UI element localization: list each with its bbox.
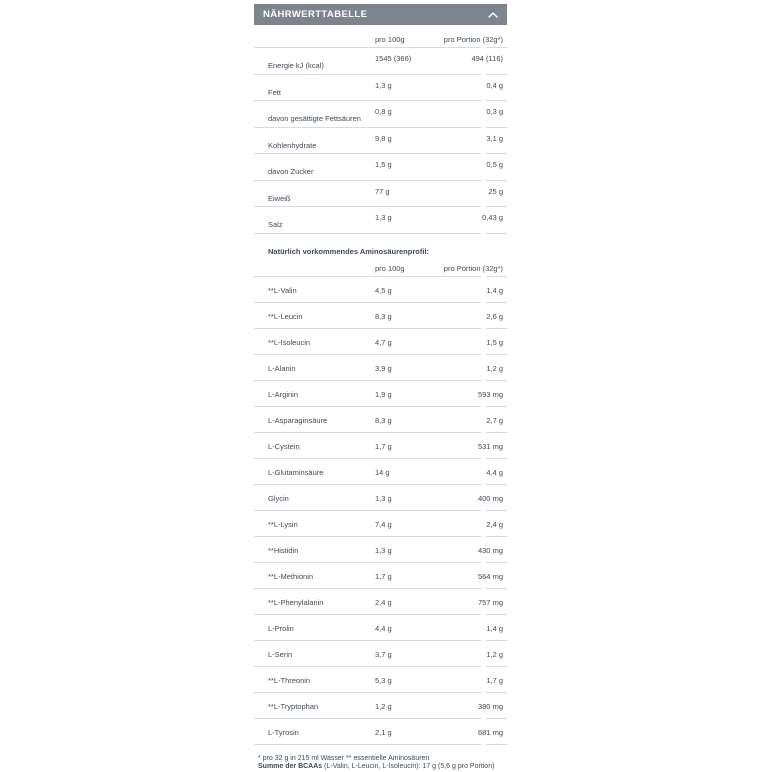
bcaa-sum-label: Summe der BCAAs — [258, 763, 322, 770]
value-per-100g: 4,5 g — [375, 286, 392, 295]
value-per-100g: 1,3 g — [375, 213, 392, 222]
table-row — [254, 537, 507, 563]
amino-label: **L-Tryptophan — [268, 702, 318, 711]
amino-label: L-Serin — [268, 650, 292, 659]
value-per-100g: 1,5 g — [375, 160, 392, 169]
value-per-100g: 1,7 g — [375, 442, 392, 451]
value-per-portion: 25 g — [488, 187, 503, 196]
amino-profile-title: Natürlich vorkommendes Aminosäurenprofil: — [268, 247, 507, 256]
value-per-100g: 1,3 g — [375, 546, 392, 555]
nutrient-label: davon gesättigte Fettsäuren — [268, 114, 361, 123]
value-per-portion: 1,2 g — [486, 650, 503, 659]
table-row — [254, 563, 507, 589]
amino-label: **L-Threonin — [268, 676, 310, 685]
accordion-title: NÄHRWERTTABELLE — [263, 9, 367, 20]
value-per-portion: 2,6 g — [486, 312, 503, 321]
table-row — [254, 329, 507, 355]
amino-label: L-Asparaginsäure — [268, 416, 327, 425]
value-per-100g: 8,3 g — [375, 416, 392, 425]
value-per-100g: 7,4 g — [375, 520, 392, 529]
value-per-portion: 0,4 g — [486, 81, 503, 90]
value-per-100g: 4,4 g — [375, 624, 392, 633]
amino-label: L-Arginin — [268, 390, 298, 399]
column-header-per-100g: pro 100g — [375, 264, 405, 273]
value-per-portion: 400 mg — [478, 494, 503, 503]
value-per-portion: 0,43 g — [482, 213, 503, 222]
column-header-per-portion: pro Portion (32g*) — [444, 264, 503, 273]
value-per-portion: 681 mg — [478, 728, 503, 737]
column-header-per-100g: pro 100g — [375, 35, 405, 44]
value-per-100g: 5,3 g — [375, 676, 392, 685]
nutrient-label: Salz — [268, 220, 283, 229]
table-row — [254, 101, 507, 128]
value-per-portion: 757 mg — [478, 598, 503, 607]
value-per-100g: 0,8 g — [375, 107, 392, 116]
amino-table — [254, 277, 507, 745]
table-row — [254, 511, 507, 537]
value-per-portion: 430 mg — [478, 546, 503, 555]
table-row — [254, 433, 507, 459]
nutrient-label: Fett — [268, 88, 281, 97]
value-per-100g: 1,3 g — [375, 494, 392, 503]
value-per-100g: 9,8 g — [375, 134, 392, 143]
value-per-100g: 2,4 g — [375, 598, 392, 607]
table-row — [254, 181, 507, 208]
value-per-portion: 3,1 g — [486, 134, 503, 143]
footnote-line2 — [258, 763, 507, 772]
value-per-100g: 1,2 g — [375, 702, 392, 711]
value-per-100g: 1,7 g — [375, 572, 392, 581]
chevron-up-icon — [488, 12, 498, 18]
amino-table-header — [254, 262, 507, 277]
table-row — [254, 75, 507, 102]
value-per-portion: 2,4 g — [486, 520, 503, 529]
table-row — [254, 667, 507, 693]
table-row — [254, 154, 507, 181]
amino-label: **L-Isoleucin — [268, 338, 310, 347]
amino-label: **L-Leucin — [268, 312, 303, 321]
amino-label: **L-Valin — [268, 286, 297, 295]
table-row — [254, 48, 507, 75]
value-per-portion: 1,4 g — [486, 286, 503, 295]
nutrition-panel — [254, 4, 507, 772]
value-per-portion: 4,4 g — [486, 468, 503, 477]
table-row — [254, 589, 507, 615]
footnotes — [254, 755, 507, 772]
nutrition-accordion-toggle[interactable] — [254, 4, 507, 25]
value-per-100g: 8,3 g — [375, 312, 392, 321]
nutrition-table — [254, 48, 507, 234]
value-per-portion: 380 mg — [478, 702, 503, 711]
value-per-portion: 564 mg — [478, 572, 503, 581]
value-per-100g: 2,1 g — [375, 728, 392, 737]
value-per-portion: 0,3 g — [486, 107, 503, 116]
table-row — [254, 381, 507, 407]
amino-label: **L-Lysin — [268, 520, 298, 529]
value-per-100g: 1545 (366) — [375, 54, 411, 63]
value-per-portion: 1,4 g — [486, 624, 503, 633]
nutrient-label: Kohlenhydrate — [268, 141, 316, 150]
amino-label: L-Alanin — [268, 364, 296, 373]
table-row — [254, 303, 507, 329]
value-per-100g: 3,9 g — [375, 364, 392, 373]
table-row — [254, 641, 507, 667]
value-per-portion: 0,5 g — [486, 160, 503, 169]
table-row — [254, 719, 507, 745]
amino-label: Glycin — [268, 494, 289, 503]
value-per-portion: 1,2 g — [486, 364, 503, 373]
column-header-per-portion: pro Portion (32g*) — [444, 35, 503, 44]
value-per-portion: 1,7 g — [486, 676, 503, 685]
value-per-100g: 77 g — [375, 187, 390, 196]
amino-label: **Histidin — [268, 546, 298, 555]
value-per-portion: 593 mg — [478, 390, 503, 399]
value-per-100g: 3,7 g — [375, 650, 392, 659]
nutrition-table-header — [254, 33, 507, 48]
value-per-portion: 2,7 g — [486, 416, 503, 425]
table-row — [254, 693, 507, 719]
table-row — [254, 277, 507, 303]
nutrient-label: Eiweiß — [268, 194, 291, 203]
footnote-line1: * pro 32 g in 215 ml Wasser ** essentielle Aminosäuren — [258, 755, 507, 764]
amino-label: L-Prolin — [268, 624, 294, 633]
value-per-100g: 1,9 g — [375, 390, 392, 399]
table-row — [254, 207, 507, 234]
table-row — [254, 128, 507, 155]
amino-label: **L-Methionin — [268, 572, 313, 581]
amino-label: L-Tyrosin — [268, 728, 299, 737]
bcaa-sum-value: (L-Valin, L-Leucin, L-Isoleucin): 17 g (5,6 g pro Portion) — [322, 763, 494, 770]
value-per-100g: 1,3 g — [375, 81, 392, 90]
value-per-100g: 14 g — [375, 468, 390, 477]
nutrient-label: Energie kJ (kcal) — [268, 61, 324, 70]
nutrient-label: davon Zucker — [268, 167, 313, 176]
amino-label: **L-Phenylalanin — [268, 598, 323, 607]
amino-label: L-Glutaminsäure — [268, 468, 323, 477]
table-row — [254, 407, 507, 433]
value-per-portion: 531 mg — [478, 442, 503, 451]
table-row — [254, 459, 507, 485]
table-row — [254, 485, 507, 511]
table-row — [254, 355, 507, 381]
table-row — [254, 615, 507, 641]
amino-label: L-Cystein — [268, 442, 300, 451]
value-per-100g: 4,7 g — [375, 338, 392, 347]
value-per-portion: 1,5 g — [486, 338, 503, 347]
value-per-portion: 494 (116) — [471, 54, 503, 63]
